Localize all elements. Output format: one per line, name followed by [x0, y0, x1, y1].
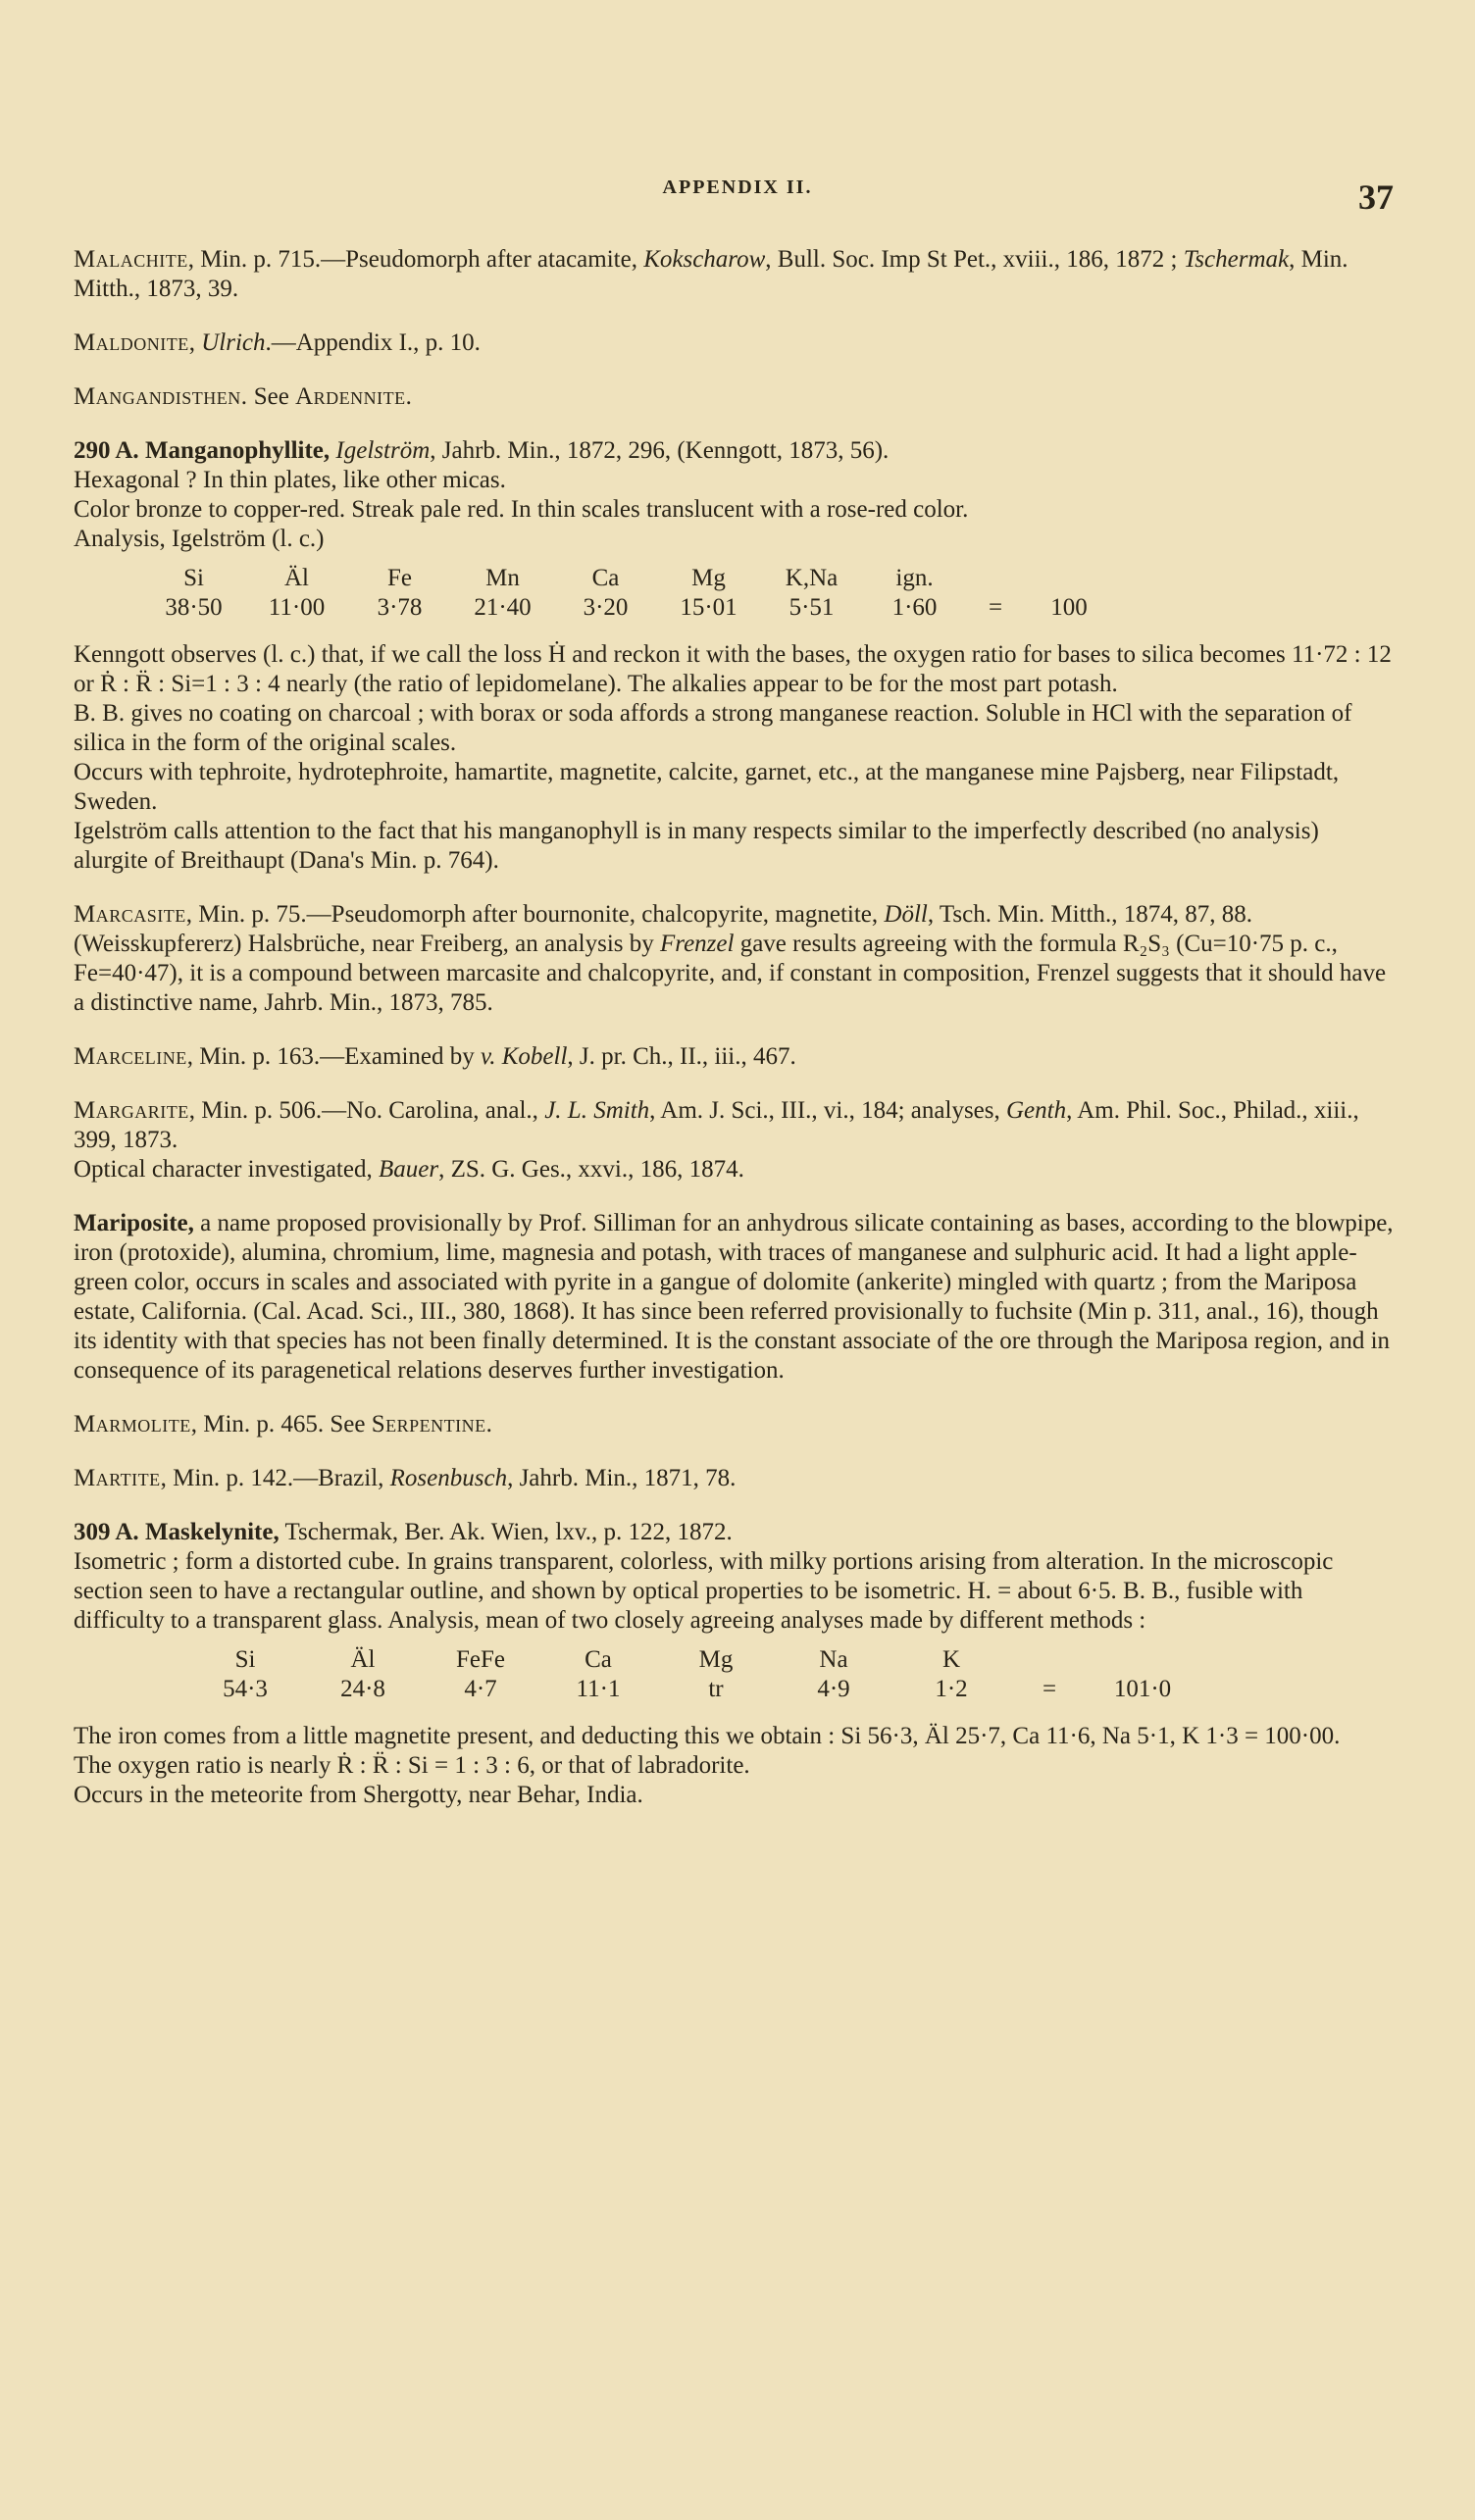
entry-title: Margarite [74, 1097, 189, 1124]
entry-title: Maskelynite, [144, 1519, 280, 1545]
entry-malachite: Malachite, Min. p. 715.—Pseudomorph after atacamite, Kokscharow, Bull. Soc. Imp St Pet., xviii., 186, 1872 ; Tschermak, Min. Mitth., 1873, 39. [74, 246, 1348, 302]
running-head: APPENDIX II. [662, 176, 813, 198]
entry-title: Maldonite [74, 329, 189, 356]
entry-title: Malachite [74, 246, 188, 273]
entry-martite: Martite, Min. p. 142.—Brazil, Rosenbusch, Jahrb. Min., 1871, 78. [74, 1465, 737, 1491]
entry-maldonite: Maldonite, Ulrich.—Appendix I., p. 10. [74, 329, 481, 356]
entry-title: Mangandisthen. [74, 383, 248, 410]
entry-mariposite: Mariposite, a name proposed provisionally by Prof. Silliman for an anhydrous silicate containing as bases, according to the blowpipe, iron (protoxide), alumina, chromium, lime, magnesia and potash, with traces of manganese and sulphuric acid. It had a light apple-green color, occurs in scales and associated with pyrite in a gangue of dolomite (ankerite) mingled with quartz ; from the Mariposa estate, California. (Cal. Acad. Sci., III., 380, 1868). It has since been referred provisionally to fuchsite (Min p. 311, anal., 16), though its identity with that species has not been finally determined. It is the constant associate of the ore through the Mariposa region, and in consequence of its paragenetical relations deserves further investigation. [74, 1210, 1394, 1384]
entry-title: Marmolite [74, 1411, 191, 1437]
entry-title: Mariposite, [74, 1210, 194, 1236]
analysis-table: Si Äl FeFe Ca Mg Na K 54·3 24·8 4·7 11·1 tr 4·9 1·2 = 101·0 [223, 1646, 1172, 1702]
entry-marmolite: Marmolite, Min. p. 465. See Serpentine. [74, 1411, 493, 1437]
entry-maskelynite: 309 A. Maskelynite, Tschermak, Ber. Ak. Wien, lxv., p. 122, 1872. Isometric ; form a distorted cube. In grains transparent, colorless, with milky portions arising from alteration. In the microscopic section seen to have a rectangular outline, and shown by optical properties to be isometric. H. = about 6·5. B. B., fusible with difficulty to a transparent glass. Analysis, mean of two closely agreeing analyses made by different methods : Si Äl FeFe Ca Mg Na K 54·3 24·8 4·7 11·1 tr 4·9 1·2 = 101·0 The iron comes from a little magnetite present, and deducting this we obtain : Si 56·3, Äl 25·7, Ca 11·6, Na 5·1, K 1·3 = 100·00. The oxygen ratio is nearly Ṙ : R̈ : Si = 1 : 3 : 6, or that of labradorite. Occurs in the meteorite from Shergotty, near Behar, India. [74, 1518, 1394, 1810]
entry-marceline: Marceline, Min. p. 163.—Examined by v. Kobell, J. pr. Ch., II., iii., 467. [74, 1043, 796, 1070]
entry-manganophyllite: 290 A. Manganophyllite, Igelström, Jahrb. Min., 1872, 296, (Kenngott, 1873, 56). Hexagonal ? In thin plates, like other micas. Color bronze to copper-red. Streak pale red. In thin scales translucent with a rose-red color. Analysis, Igelström (l. c.) Si Äl Fe Mn Ca Mg K,Na ign. 38·50 11·00 3·78 21·40 3·20 15·01 5·51 1·60 = 100 Kenngott observes (l. c.) that, if we call the loss Ḣ and reckon it with the bases, the oxygen ratio for bases to silica becomes 11·72 : 12 or Ṙ : R̈ : Si=1 : 3 : 4 nearly (the ratio of lepidomelane). The alkalies appear to be for the most part potash. B. B. gives no coating on charcoal ; with borax or soda affords a strong manganese reaction. Soluble in HCl with the separation of silica in the form of the original scales. Occurs with tephroite, hydrotephroite, hamartite, magnetite, calcite, garnet, etc., at the manganese mine Pajsberg, near Filipstadt, Sweden. Igelström calls attention to the fact that his manganophyll is in many respects similar to the imperfectly described (no analysis) alurgite of Breithaupt (Dana's Min. p. 764). [74, 436, 1394, 876]
entry-mangandisthen: Mangandisthen. See Ardennite. [74, 383, 413, 410]
analysis-table: Si Äl Fe Mn Ca Mg K,Na ign. 38·50 11·00 3·78 21·40 3·20 15·01 5·51 1·60 = 100 [165, 565, 1088, 621]
entry-title: Marcasite [74, 901, 186, 928]
entry-margarite: Margarite, Min. p. 506.—No. Carolina, anal., J. L. Smith, Am. J. Sci., III., vi., 184; analyses, Genth, Am. Phil. Soc., Philad., xiii., 399, 1873. Optical character investigated, Bauer, ZS. G. Ges., xxvi., 186, 1874. [74, 1097, 1359, 1183]
main-text [74, 245, 1394, 1835]
entry-title: Marceline [74, 1043, 187, 1070]
entry-marcasite: Marcasite, Min. p. 75.—Pseudomorph after bournonite, chalcopyrite, magnetite, Döll, Tsch. Min. Mitth., 1874, 87, 88. (Weisskupfererz) Halsbrüche, near Freiberg, an analysis by Frenzel gave results agreeing with the formula R₂S₃ (Cu=10·75 p. c., Fe=40·47), it is a compound between marcasite and chalcopyrite, and, if constant in composition, Frenzel suggests that it should have a distinctive name, Jahrb. Min., 1873, 785. [74, 901, 1387, 1016]
page-number: 37 [1358, 177, 1394, 217]
entry-title: Manganophyllite, [144, 437, 331, 464]
entry-title: Martite [74, 1465, 161, 1491]
